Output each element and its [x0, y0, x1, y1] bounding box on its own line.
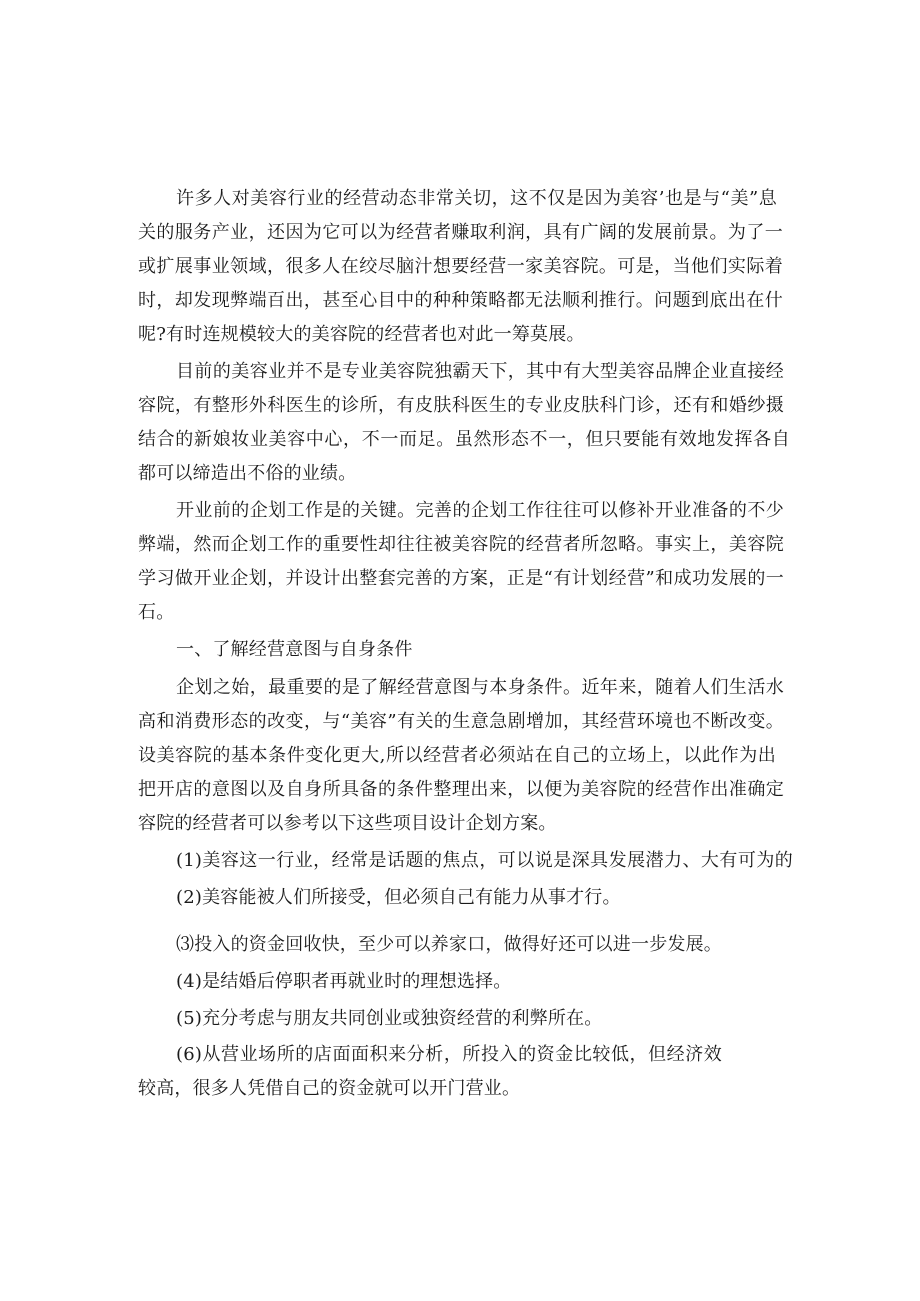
paragraph-2-line-3: 结合的新娘妆业美容中心，不一而足。虽然形态不一，但只要能有效地发挥各自 — [138, 429, 790, 450]
list-item-2: (2)美容能被人们所接受，但必须自己有能力从事才行。 — [176, 887, 621, 908]
list-item-1: (1)美容这一行业，经常是话题的焦点，可以说是深具发展潜力、大有可为的 — [176, 850, 793, 871]
section-heading: 一、了解经营意图与自身条件 — [176, 639, 413, 660]
paragraph-5-line-3: 设美容院的基本条件变化更大,所以经营者必须站在自己的立场上，以此作为出 — [138, 745, 776, 766]
paragraph-2-line-1: 目前的美容业并不是专业美容院独霸天下，其中有大型美容品牌企业直接经 — [176, 361, 784, 382]
list-item-6-line-2: 较高，很多人凭借自己的资金就可以开门营业。 — [138, 1078, 521, 1099]
paragraph-2-line-4: 都可以缔造出不俗的业绩。 — [138, 463, 357, 484]
list-item-6-line-1: (6)从营业场所的店面面积来分析，所投入的资金比较低，但经济效 — [176, 1044, 722, 1065]
paragraph-3-line-4: 石。 — [138, 602, 175, 623]
paragraph-1-line-1: 许多人对美容行业的经营动态非常关切，这不仅是因为美容’也是与“美”息 — [176, 188, 777, 209]
paragraph-3-line-3: 学习做开业企划，并设计出整套完善的方案，正是“有计划经营”和成功发展的一 — [138, 568, 784, 589]
paragraph-5-line-4: 把开店的意图以及自身所具备的条件整理出来，以便为美容院的经营作出准确定 — [138, 779, 784, 800]
list-item-3: ⑶投入的资金回收快，至少可以养家口，做得好还可以进一步发展。 — [176, 934, 722, 955]
paragraph-1-line-4: 时，却发现弊端百出，甚至心目中的种种策略都无法顺利推行。问题到底出在什 — [138, 290, 783, 311]
paragraph-1-line-5: 呢?有时连规模较大的美容院的经营者也对此一筹莫展。 — [138, 324, 585, 345]
paragraph-1-line-3: 或扩展事业领域，很多人在绞尽脑汁想要经营一家美容院。可是，当他们实际着 — [138, 256, 783, 277]
list-item-5: (5)充分考虑与朋友共同创业或独资经营的利弊所在。 — [176, 1008, 603, 1029]
paragraph-5-line-2: 高和消费形态的改变，与“美容”有关的生意急剧增加，其经营环境也不断改变。 — [138, 711, 784, 732]
paragraph-2-line-2: 容院，有整形外科医生的诊所，有皮肤科医生的专业皮肤科门诊，还有和婚纱摄 — [138, 395, 784, 416]
paragraph-1-line-2: 关的服务产业，还因为它可以为经营者赚取利润，具有广阔的发展前景。为了一 — [138, 222, 783, 243]
paragraph-5-line-1: 企划之始，最重要的是了解经营意图与本身条件。近年来，随着人们生活水 — [176, 677, 784, 698]
paragraph-5-line-5: 容院的经营者可以参考以下这些项目设计企划方案。 — [138, 813, 557, 834]
paragraph-3-line-1: 开业前的企划工作是的关键。完善的企划工作往往可以修补开业准备的不少 — [176, 500, 784, 521]
list-item-4: (4)是结婚后停职者再就业时的理想选择。 — [176, 971, 512, 992]
paragraph-3-line-2: 弊端，然而企划工作的重要性却往往被美容院的经营者所忽略。事实上，美容院 — [138, 534, 784, 555]
